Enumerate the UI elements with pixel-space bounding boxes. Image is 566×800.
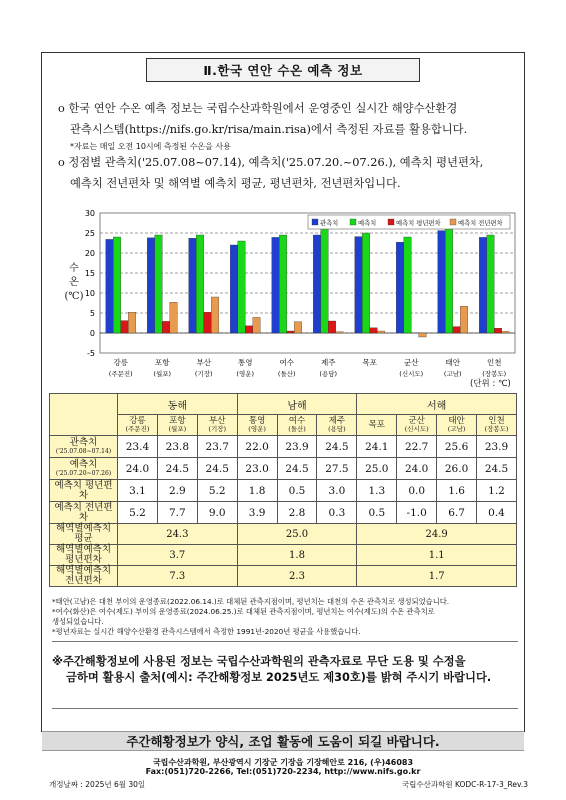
bar bbox=[362, 233, 370, 333]
intro-bullet-1-line-2: 관측시스템(https://nifs.go.kr/risa/main.risa)에서 측정된 자료를 활용합니다. bbox=[70, 123, 468, 136]
institute-contact: Fax:(051)720-2266, Tel:(051)720-2234, http://www.nifs.go.kr bbox=[145, 767, 421, 776]
table-cell: 7.7 bbox=[157, 502, 197, 524]
legend-label: 관측치 bbox=[320, 220, 339, 227]
revision-date: 개정날짜 : 2025년 6월 30일 bbox=[49, 780, 146, 789]
station-sub-name: (기장) bbox=[208, 425, 227, 433]
x-tick-label: 강릉 bbox=[113, 358, 128, 367]
station-header bbox=[277, 415, 317, 436]
table-row bbox=[50, 502, 517, 524]
copyright-notice-text bbox=[52, 654, 518, 686]
table-cell: 24.5 bbox=[157, 458, 197, 480]
station-sub-name: (주문진) bbox=[125, 425, 150, 433]
bar bbox=[294, 322, 302, 333]
table-cell: 0.0 bbox=[397, 480, 437, 502]
station-header bbox=[157, 415, 197, 436]
regional-value-cell: 1.1 bbox=[357, 545, 517, 566]
table-corner bbox=[50, 394, 118, 436]
station-sub-name: (돌산) bbox=[288, 425, 306, 433]
row-label-text: 예측치 bbox=[69, 459, 98, 470]
table-cell: 24.5 bbox=[197, 458, 237, 480]
table-cell: 5.2 bbox=[197, 480, 237, 502]
y-tick-label: 15 bbox=[84, 269, 95, 278]
y-tick-label: 30 bbox=[84, 209, 95, 218]
station-sub-name: (신시도) bbox=[404, 425, 429, 433]
bar bbox=[106, 239, 114, 333]
x-tick-sublabel: (주문진) bbox=[108, 370, 133, 378]
table-cell: 24.0 bbox=[118, 458, 158, 480]
bar bbox=[211, 297, 219, 333]
intro-bullet-2 bbox=[58, 152, 520, 194]
station-name: 여수 bbox=[288, 416, 306, 426]
bar bbox=[238, 241, 246, 333]
station-header bbox=[397, 415, 437, 436]
x-tick-sublabel: (영운) bbox=[236, 370, 255, 378]
footnote-line: *여수(화산)은 여수(제도) 부이의 운영종료(2024.06.25.)로 대체된 관측지점이며, 평년치는 여수(제도)의 수온 관측치로 bbox=[52, 607, 435, 616]
bar bbox=[355, 237, 363, 333]
table-cell: 2.8 bbox=[277, 502, 317, 524]
bar bbox=[204, 312, 212, 333]
station-name: 군산 bbox=[408, 416, 425, 426]
bar bbox=[170, 302, 178, 333]
table-cell: 2.9 bbox=[157, 480, 197, 502]
bar bbox=[404, 237, 412, 333]
section-title: Ⅱ.한국 연안 수온 예측 정보 bbox=[146, 58, 420, 82]
bar bbox=[479, 237, 487, 333]
row-label-text: 관측치 bbox=[69, 437, 98, 448]
y-label-char-3: (℃) bbox=[64, 291, 84, 302]
bar bbox=[230, 245, 238, 333]
x-tick-sublabel: (월포) bbox=[153, 370, 172, 378]
document-code: 국립수산과학원 KODC-R-17-3_Rev.3 bbox=[401, 780, 528, 789]
bar bbox=[419, 333, 427, 337]
notice-line-2: 금하며 활용시 출처(예시: 주간해황정보 2025년도 제30호)를 밝혀 주시기 바랍니다. bbox=[66, 671, 492, 684]
intro-bullet-1-line-1: ο 한국 연안 수온 예측 정보는 국립수산과학원에서 운영중인 실시간 해양수산환경 bbox=[58, 102, 458, 115]
table-cell: 23.0 bbox=[237, 458, 277, 480]
y-tick-label: 5 bbox=[89, 309, 95, 318]
bar bbox=[377, 331, 385, 333]
row-label bbox=[50, 458, 118, 480]
bar bbox=[128, 312, 136, 333]
x-tick-sublabel: (장봉도) bbox=[482, 370, 507, 378]
table-cell: 1.2 bbox=[477, 480, 517, 502]
station-header bbox=[437, 415, 477, 436]
table-cell: 23.9 bbox=[277, 436, 317, 458]
row-label bbox=[50, 436, 118, 458]
bar bbox=[155, 235, 163, 333]
x-tick-label: 포항 bbox=[155, 358, 170, 367]
station-name: 목포 bbox=[368, 420, 385, 430]
station-header bbox=[118, 415, 158, 436]
row-label-text: 예측치 전년편차 bbox=[54, 501, 113, 523]
region-east: 동해 bbox=[118, 394, 238, 415]
footnote-line: *태안(고남)은 대천 부이의 운영종료(2022.06.14.)로 대체된 관측지점이며, 평년치는 대천의 수온 관측치로 생성되었습니다. bbox=[52, 597, 450, 606]
table-cell: -1.0 bbox=[397, 502, 437, 524]
x-tick-label: 태안 bbox=[445, 358, 460, 367]
region-south: 남해 bbox=[237, 394, 357, 415]
table-row bbox=[50, 436, 517, 458]
station-name: 태안 bbox=[448, 416, 465, 426]
table-row bbox=[50, 458, 517, 480]
bar bbox=[396, 242, 404, 333]
station-name: 제주 bbox=[328, 416, 346, 426]
regional-value-cell: 24.9 bbox=[357, 524, 517, 545]
regional-average-row bbox=[50, 524, 517, 545]
legend-swatch bbox=[312, 219, 318, 225]
table-cell: 25.0 bbox=[357, 458, 397, 480]
measurement-note: *자료는 매일 오전 10시에 측정된 수온을 사용 bbox=[70, 142, 231, 151]
x-tick-sublabel: (고남) bbox=[443, 370, 462, 378]
bar bbox=[189, 238, 197, 333]
bar bbox=[328, 321, 336, 333]
water-temperature-bar-chart bbox=[60, 205, 520, 390]
station-header bbox=[237, 415, 277, 436]
row-label bbox=[50, 502, 118, 524]
temperature-table bbox=[49, 393, 517, 587]
regional-value-cell: 1.8 bbox=[237, 545, 357, 566]
bar bbox=[494, 328, 502, 333]
slogan-banner: 주간해황정보가 양식, 조업 활동에 도움이 되길 바랍니다. bbox=[42, 731, 524, 751]
regional-average-row bbox=[50, 545, 517, 566]
bar bbox=[162, 321, 170, 333]
bar bbox=[453, 327, 461, 333]
table-cell: 23.4 bbox=[118, 436, 158, 458]
station-header bbox=[317, 415, 357, 436]
intro-bullet-2-line-1: ο 정점별 관측치('25.07.08~07.14), 예측치('25.07.20.~07.26.), 예측치 평년편차, bbox=[58, 156, 484, 169]
x-tick-label: 군산 bbox=[404, 358, 419, 367]
station-header bbox=[477, 415, 517, 436]
x-tick-label: 통영 bbox=[238, 358, 253, 367]
table-cell: 27.5 bbox=[317, 458, 357, 480]
table-cell: 1.6 bbox=[437, 480, 477, 502]
copyright-notice bbox=[52, 641, 518, 709]
y-tick-label: 20 bbox=[84, 249, 95, 258]
table-cell: 26.0 bbox=[437, 458, 477, 480]
station-header-row bbox=[50, 415, 517, 436]
footnotes bbox=[52, 597, 522, 637]
x-tick-label: 부산 bbox=[196, 358, 211, 367]
table-cell: 6.7 bbox=[437, 502, 477, 524]
legend-label: 예측치 bbox=[358, 220, 377, 227]
legend-swatch bbox=[350, 219, 356, 225]
regional-value-cell: 24.3 bbox=[118, 524, 238, 545]
bar bbox=[370, 328, 378, 333]
intro-bullet-1 bbox=[58, 98, 520, 140]
x-tick-label: 여수 bbox=[279, 358, 294, 367]
bar bbox=[438, 231, 446, 333]
row-label: 해역별예측치 전년편차 bbox=[50, 566, 118, 587]
x-tick-label: 제주 bbox=[321, 358, 336, 367]
regional-value-cell: 3.7 bbox=[118, 545, 238, 566]
bar bbox=[287, 331, 295, 333]
x-tick-label: 목포 bbox=[362, 358, 377, 367]
station-header bbox=[197, 415, 237, 436]
bar bbox=[445, 229, 453, 333]
table-cell: 23.9 bbox=[477, 436, 517, 458]
table-cell: 1.8 bbox=[237, 480, 277, 502]
row-label-period: ('25.07.20~07.26) bbox=[55, 470, 112, 477]
row-label: 해역별예측치 평년편차 bbox=[50, 545, 118, 566]
table-cell: 24.5 bbox=[477, 458, 517, 480]
table-cell: 22.0 bbox=[237, 436, 277, 458]
x-tick-label: 인천 bbox=[487, 358, 502, 367]
table-cell: 0.4 bbox=[477, 502, 517, 524]
regional-average-row bbox=[50, 566, 517, 587]
station-name: 포항 bbox=[169, 416, 186, 426]
x-tick-sublabel: (기장) bbox=[194, 370, 213, 378]
footnote-line: *평년자료는 실시간 해양수산환경 관측시스템에서 측정한 1991년-2020년 평균을 사용했습니다. bbox=[52, 627, 361, 636]
regional-value-cell: 2.3 bbox=[237, 566, 357, 587]
table-cell: 22.7 bbox=[397, 436, 437, 458]
bar bbox=[121, 321, 129, 333]
table-cell: 0.5 bbox=[357, 502, 397, 524]
bar bbox=[113, 237, 121, 333]
legend-swatch bbox=[388, 219, 394, 225]
table-cell: 23.7 bbox=[197, 436, 237, 458]
institute-address: 국립수산과학원, 부산광역시 기장군 기장읍 기장해안로 216, (우)46083 bbox=[152, 758, 414, 767]
table-cell: 9.0 bbox=[197, 502, 237, 524]
x-tick-sublabel: (신시도) bbox=[399, 370, 424, 378]
station-sub-name: (고남) bbox=[447, 425, 466, 433]
notice-line-1: ※주간해황정보에 사용된 정보는 국립수산과학원의 관측자료로 무단 도용 및 수정을 bbox=[52, 655, 466, 668]
bar bbox=[460, 306, 468, 333]
station-sub-name: (용담) bbox=[328, 425, 346, 433]
table-cell: 23.8 bbox=[157, 436, 197, 458]
row-label-period: ('25.07.08~07.14) bbox=[55, 448, 112, 455]
bar bbox=[279, 235, 287, 333]
region-west: 서해 bbox=[357, 394, 517, 415]
bar bbox=[336, 332, 344, 333]
station-name: 통영 bbox=[248, 416, 266, 426]
unit-label: (단위 : ℃) bbox=[470, 379, 511, 389]
station-header bbox=[357, 415, 397, 436]
legend-label: 예측치 전년편차 bbox=[458, 220, 503, 227]
bar bbox=[147, 238, 155, 333]
station-name: 인천 bbox=[488, 416, 505, 426]
row-label-text: 예측치 평년편차 bbox=[54, 479, 113, 501]
footnote-line: 생성되었습니다. bbox=[52, 617, 104, 626]
y-tick-label: -5 bbox=[87, 349, 95, 358]
station-name: 강릉 bbox=[129, 416, 146, 426]
table-cell: 0.3 bbox=[317, 502, 357, 524]
region-header-row bbox=[50, 394, 517, 415]
bar bbox=[253, 317, 261, 333]
table-cell: 5.2 bbox=[118, 502, 158, 524]
station-sub-name: (영운) bbox=[248, 425, 266, 433]
row-label: 해역별예측치 평균 bbox=[50, 524, 118, 545]
table-cell: 3.0 bbox=[317, 480, 357, 502]
x-tick-sublabel: (돌산) bbox=[277, 370, 296, 378]
y-tick-label: 0 bbox=[89, 329, 95, 338]
table-cell: 3.1 bbox=[118, 480, 158, 502]
table-cell: 3.9 bbox=[237, 502, 277, 524]
bar bbox=[487, 235, 495, 333]
regional-value-cell: 25.0 bbox=[237, 524, 357, 545]
station-sub-name: (장봉도) bbox=[484, 425, 509, 433]
station-name: 부산 bbox=[209, 416, 226, 426]
bar bbox=[272, 237, 280, 333]
table-cell: 0.5 bbox=[277, 480, 317, 502]
table-row bbox=[50, 480, 517, 502]
regional-value-cell: 7.3 bbox=[118, 566, 238, 587]
legend-label: 예측치 평년편차 bbox=[396, 220, 441, 227]
bar bbox=[196, 235, 204, 333]
y-label-char-1: 수 bbox=[69, 263, 79, 274]
station-sub-name: (월포) bbox=[168, 425, 187, 433]
table-cell: 24.0 bbox=[397, 458, 437, 480]
table-cell: 25.6 bbox=[437, 436, 477, 458]
y-label-char-2: 온 bbox=[69, 277, 79, 288]
row-label bbox=[50, 480, 118, 502]
legend-swatch bbox=[450, 219, 456, 225]
table-cell: 24.5 bbox=[277, 458, 317, 480]
intro-bullet-2-line-2: 예측치 전년편차 및 해역별 예측치 평균, 평년편차, 전년편차입니다. bbox=[70, 177, 401, 190]
table-cell: 24.5 bbox=[317, 436, 357, 458]
table-cell: 24.1 bbox=[357, 436, 397, 458]
bar bbox=[245, 326, 253, 333]
y-tick-label: 10 bbox=[84, 289, 95, 298]
x-tick-sublabel: (용담) bbox=[319, 370, 338, 378]
regional-value-cell: 1.7 bbox=[357, 566, 517, 587]
bar bbox=[321, 223, 329, 333]
table-cell: 1.3 bbox=[357, 480, 397, 502]
bar bbox=[502, 331, 510, 333]
bar bbox=[313, 235, 321, 333]
y-tick-label: 25 bbox=[84, 229, 95, 238]
